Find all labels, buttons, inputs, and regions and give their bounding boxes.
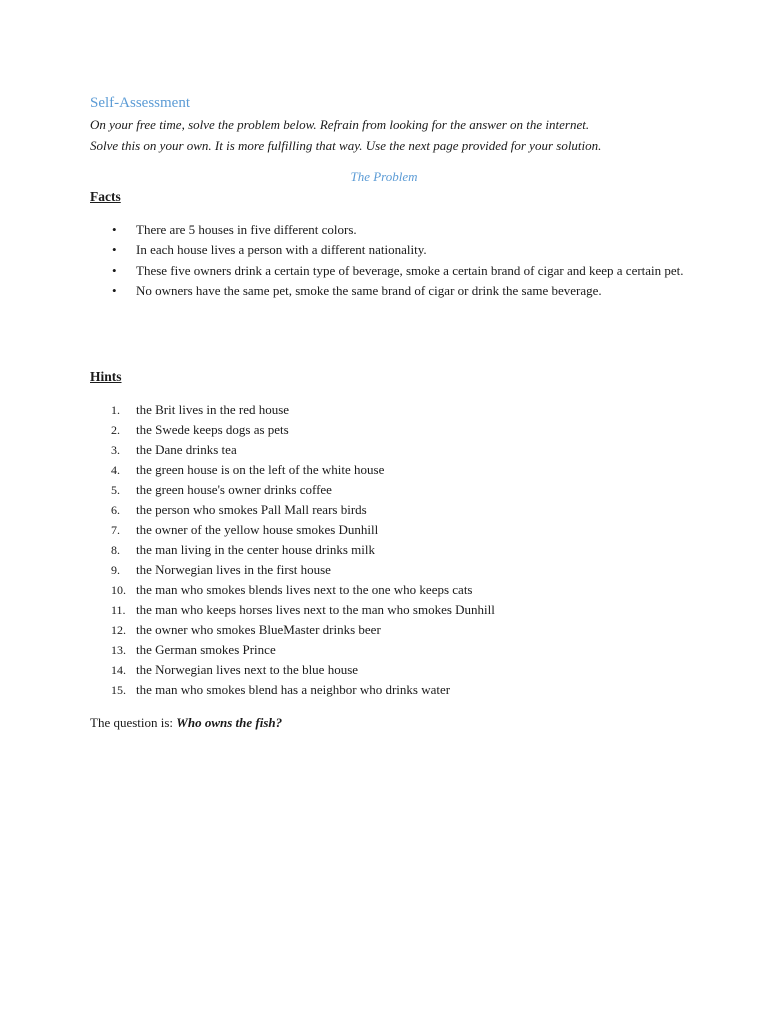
hint-item bbox=[90, 520, 710, 540]
fact-item bbox=[90, 281, 710, 301]
facts-label: Facts bbox=[90, 189, 121, 204]
hint-text: the man living in the center house drinks milk bbox=[136, 542, 376, 557]
hint-text: the person who smokes Pall Mall rears birds bbox=[136, 502, 367, 517]
hint-item bbox=[90, 620, 710, 640]
hint-item bbox=[90, 420, 710, 440]
intro-line-2: Solve this on your own. It is more fulfilling that way. Use the next page provided for your solution. bbox=[90, 137, 602, 153]
hint-text: the owner who smokes BlueMaster drinks beer bbox=[136, 622, 381, 637]
hint-item bbox=[90, 480, 710, 500]
hint-text: the Dane drinks tea bbox=[136, 442, 237, 457]
hint-item bbox=[90, 600, 710, 620]
hint-number: 15. bbox=[111, 683, 126, 697]
hint-number: 7. bbox=[111, 523, 120, 537]
bullet-icon: • bbox=[112, 222, 117, 237]
hint-number: 13. bbox=[111, 643, 126, 657]
question-prefix: The question is: bbox=[90, 715, 174, 730]
fact-item bbox=[90, 261, 710, 281]
hint-number: 3. bbox=[111, 443, 120, 457]
hint-text: the man who smokes blends lives next to the one who keeps cats bbox=[136, 582, 473, 597]
hint-number: 1. bbox=[111, 403, 120, 417]
fact-item bbox=[90, 240, 710, 260]
question-line bbox=[90, 713, 282, 733]
hint-text: the green house is on the left of the white house bbox=[136, 462, 385, 477]
hint-item bbox=[90, 640, 710, 660]
hint-number: 5. bbox=[111, 483, 120, 497]
hint-text: the owner of the yellow house smokes Dunhill bbox=[136, 522, 379, 537]
hint-number: 12. bbox=[111, 623, 126, 637]
hint-text: the Swede keeps dogs as pets bbox=[136, 422, 289, 437]
hints-label: Hints bbox=[90, 369, 122, 384]
hint-item bbox=[90, 680, 710, 700]
hint-number: 6. bbox=[111, 503, 120, 517]
facts-list bbox=[90, 220, 710, 301]
bullet-icon: • bbox=[112, 262, 117, 278]
question-emphasis: Who owns the fish? bbox=[176, 715, 283, 730]
hint-number: 8. bbox=[111, 543, 120, 557]
hint-item bbox=[90, 400, 710, 420]
hint-item bbox=[90, 500, 710, 520]
section-heading: Self-Assessment bbox=[90, 95, 190, 111]
hint-text: the Brit lives in the red house bbox=[136, 402, 290, 417]
hint-number: 2. bbox=[111, 423, 120, 437]
fact-text: There are 5 houses in five different colors. bbox=[136, 222, 357, 237]
fact-text: No owners have the same pet, smoke the same brand of cigar or drink the same beverage. bbox=[136, 282, 602, 298]
hint-item bbox=[90, 660, 710, 680]
hint-item bbox=[90, 460, 710, 480]
hint-text: the man who smokes blend has a neighbor who drinks water bbox=[136, 682, 451, 697]
hint-text: the Norwegian lives in the first house bbox=[136, 562, 331, 577]
hint-number: 4. bbox=[111, 463, 120, 477]
hints-list bbox=[90, 400, 710, 700]
hint-text: the German smokes Prince bbox=[136, 642, 276, 657]
fact-item bbox=[90, 220, 710, 240]
hint-item bbox=[90, 540, 710, 560]
hint-item bbox=[90, 440, 710, 460]
bullet-icon: • bbox=[112, 242, 117, 258]
hint-text: the green house's owner drinks coffee bbox=[136, 482, 332, 497]
problem-title: The Problem bbox=[350, 169, 418, 184]
intro-line-1: On your free time, solve the problem below. Refrain from looking for the answer on the internet. bbox=[90, 117, 590, 132]
hint-number: 11. bbox=[111, 603, 126, 617]
hint-item bbox=[90, 580, 710, 600]
hint-text: the man who keeps horses lives next to the man who smokes Dunhill bbox=[136, 602, 495, 617]
bullet-icon: • bbox=[112, 282, 117, 298]
hint-number: 10. bbox=[111, 583, 126, 597]
hint-text: the Norwegian lives next to the blue house bbox=[136, 662, 359, 677]
fact-text: In each house lives a person with a different nationality. bbox=[136, 242, 427, 258]
hint-number: 9. bbox=[111, 563, 120, 577]
fact-text: These five owners drink a certain type of beverage, smoke a certain brand of cigar and keep a certain pet. bbox=[136, 262, 684, 278]
hint-item bbox=[90, 560, 710, 580]
intro-paragraph bbox=[90, 115, 730, 156]
hint-number: 14. bbox=[111, 663, 126, 677]
